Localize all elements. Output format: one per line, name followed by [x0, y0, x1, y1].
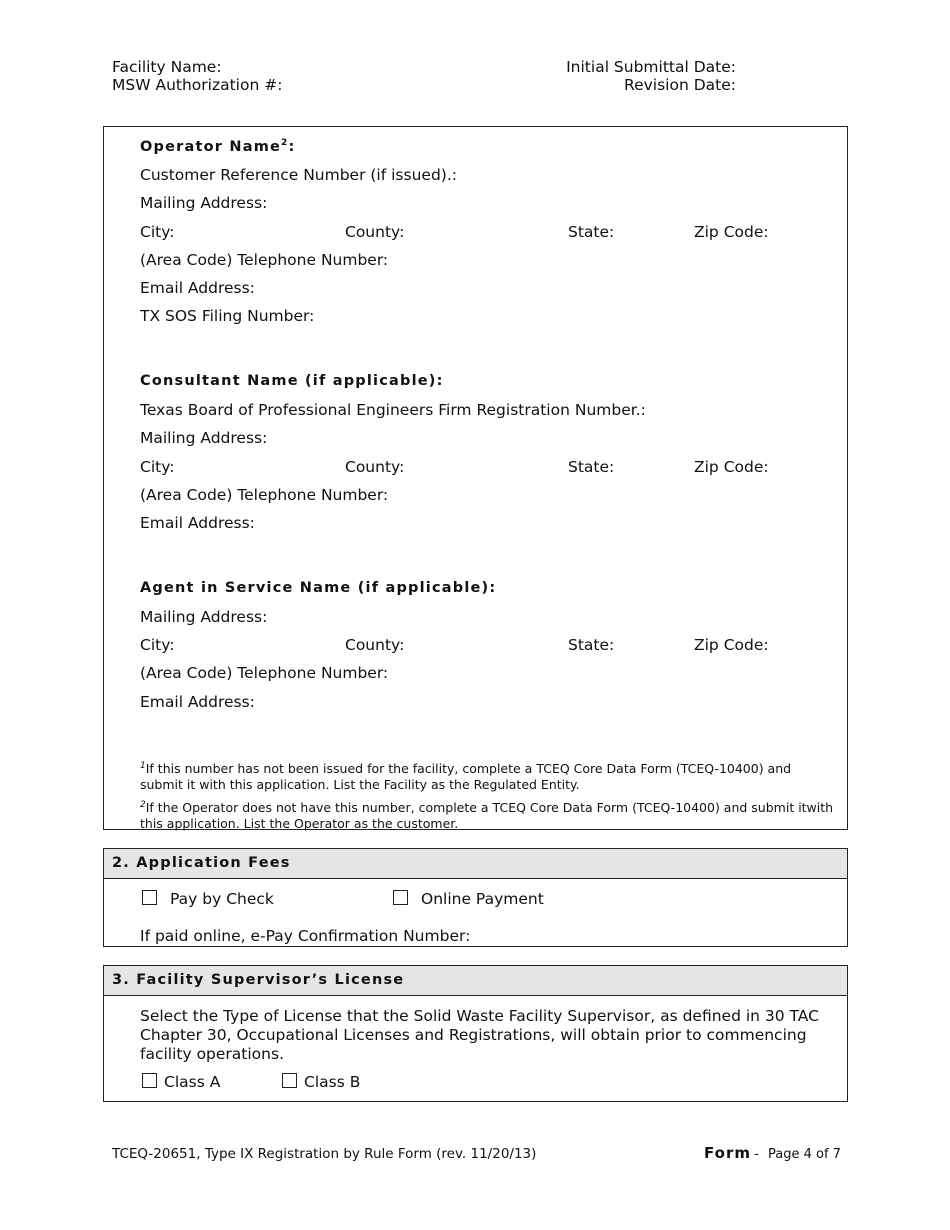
contacts-section — [103, 126, 848, 830]
operator-phone-label: (Area Code) Telephone Number: — [140, 251, 389, 269]
operator-customer-ref-label: Customer Reference Number (if issued).: — [140, 166, 457, 184]
agent-county-label: County: — [345, 636, 405, 654]
supervisor-license-header — [104, 966, 847, 996]
online-payment-label: Online Payment — [421, 890, 544, 908]
agent-zip-label: Zip Code: — [694, 636, 769, 654]
msw-authorization-label: MSW Authorization #: — [112, 76, 283, 94]
operator-mailing-label: Mailing Address: — [140, 194, 268, 212]
footer-form-word: Form — [704, 1144, 751, 1162]
application-fees-header — [104, 849, 847, 879]
pay-by-check-label: Pay by Check — [170, 890, 274, 908]
initial-submittal-date-label: Initial Submittal Date: — [566, 58, 736, 76]
license-description: Select the Type of License that the Solid Waste Facility Supervisor, as defined in 30 TAC Chapter 30, Occupational Licenses and Registrations, will obtain prior to commencing facility operations. — [140, 1007, 819, 1063]
online-payment-checkbox[interactable] — [393, 890, 408, 905]
supervisor-license-title: 3. Facility Supervisor’s License — [112, 972, 405, 988]
footer-dash: - — [754, 1146, 759, 1162]
agent-state-label: State: — [568, 636, 615, 654]
operator-city-label: City: — [140, 223, 175, 241]
footnote-1: $^1$If this number has not been issued for the facility, complete a TCEQ Core Data Form (TCEQ-10400) and submit it with this application. List the Facility as the Regulated Entity. — [140, 761, 792, 793]
agent-email-label: Email Address: — [140, 693, 255, 711]
consultant-zip-label: Zip Code: — [694, 458, 769, 476]
form-identifier: TCEQ-20651, Type IX Registration by Rule Form (rev. 11/20/13) — [112, 1146, 537, 1162]
operator-county-label: County: — [345, 223, 405, 241]
consultant-heading: Consultant Name (if applicable): — [140, 373, 444, 389]
agent-city-label: City: — [140, 636, 175, 654]
consultant-phone-label: (Area Code) Telephone Number: — [140, 486, 389, 504]
consultant-state-label: State: — [568, 458, 615, 476]
operator-state-label: State: — [568, 223, 615, 241]
revision-date-label: Revision Date: — [624, 76, 736, 94]
operator-email-label: Email Address: — [140, 279, 255, 297]
class-a-checkbox[interactable] — [142, 1073, 157, 1088]
application-fees-title: 2. Application Fees — [112, 855, 291, 871]
consultant-firm-reg-label: Texas Board of Professional Engineers Firm Registration Number.: — [140, 401, 646, 419]
pay-by-check-checkbox[interactable] — [142, 890, 157, 905]
application-fees-section — [103, 848, 848, 947]
class-b-label: Class B — [304, 1073, 361, 1091]
page-number: Page 4 of 7 — [768, 1147, 841, 1162]
footnote-2: $^2$If the Operator does not have this number, complete a TCEQ Core Data Form (TCEQ-10400) and submit itwith this application. List the Operator as the customer. — [140, 800, 834, 832]
agent-mailing-label: Mailing Address: — [140, 608, 268, 626]
class-a-label: Class A — [164, 1073, 221, 1091]
consultant-mailing-label: Mailing Address: — [140, 429, 268, 447]
consultant-email-label: Email Address: — [140, 514, 255, 532]
operator-zip-label: Zip Code: — [694, 223, 769, 241]
agent-heading: Agent in Service Name (if applicable): — [140, 580, 497, 596]
facility-name-label: Facility Name: — [112, 58, 222, 76]
consultant-city-label: City: — [140, 458, 175, 476]
operator-sos-label: TX SOS Filing Number: — [140, 307, 315, 325]
operator-heading: Operator Name$^2$: — [140, 138, 296, 155]
class-b-checkbox[interactable] — [282, 1073, 297, 1088]
epay-confirmation-label: If paid online, e-Pay Confirmation Number: — [140, 927, 471, 945]
consultant-county-label: County: — [345, 458, 405, 476]
supervisor-license-section — [103, 965, 848, 1102]
agent-phone-label: (Area Code) Telephone Number: — [140, 664, 389, 682]
